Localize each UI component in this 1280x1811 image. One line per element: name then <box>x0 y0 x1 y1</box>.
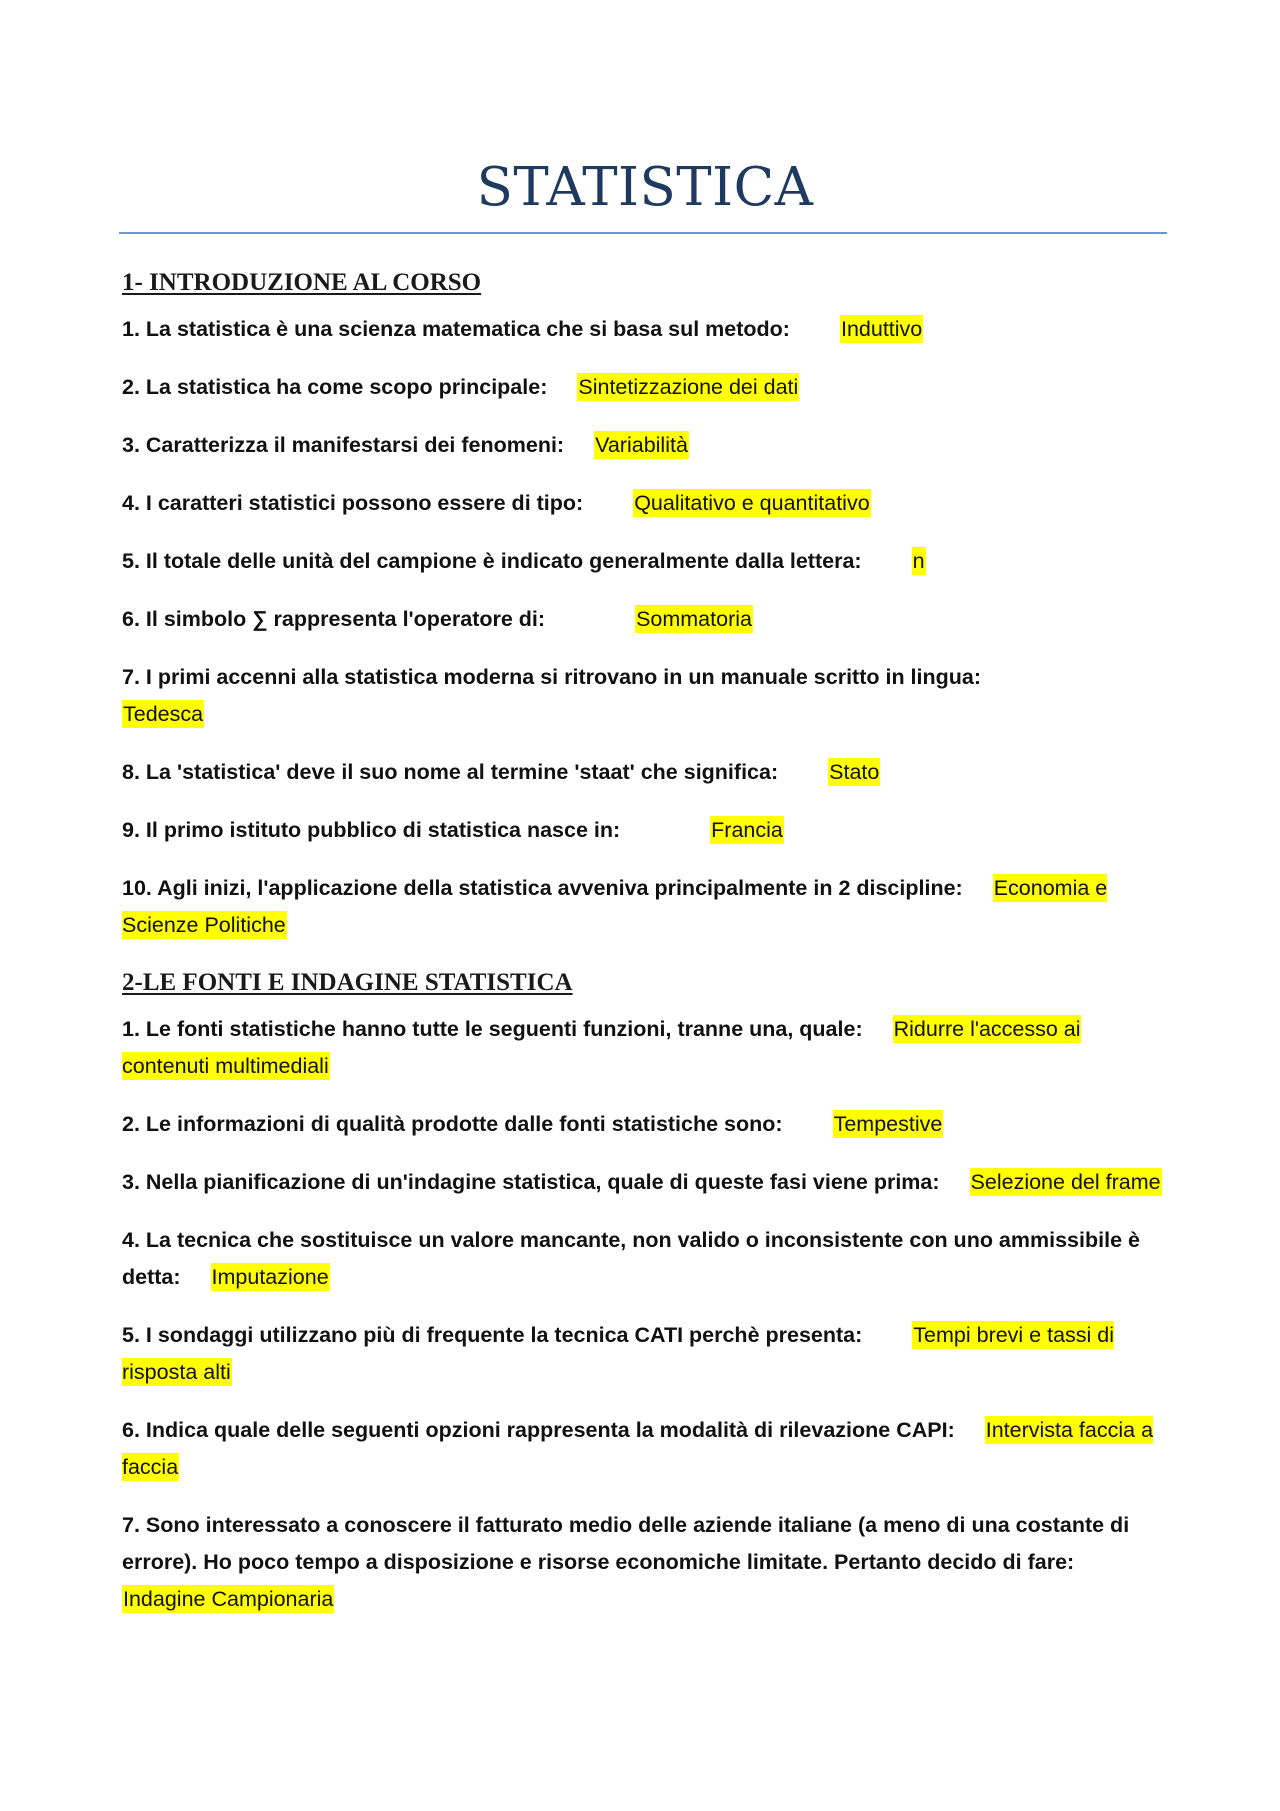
question-text: 3. Caratterizza il manifestarsi dei fenomeni: <box>122 433 565 457</box>
answer-highlight: Tempestive <box>833 1112 943 1136</box>
answer-highlight: Sintetizzazione dei dati <box>578 375 799 399</box>
question-text: 9. Il primo istituto pubblico di statistica nasce in: <box>122 818 621 842</box>
answer-highlight: Indagine Campionaria <box>123 1587 334 1611</box>
qa-item <box>122 1317 1168 1391</box>
qa-item <box>122 311 1168 348</box>
answer-highlight: Tedesca <box>123 702 204 726</box>
qa-item <box>122 812 1168 849</box>
qa-item <box>122 485 1168 522</box>
title-divider <box>119 232 1167 234</box>
qa-item <box>122 1222 1168 1296</box>
qa-item <box>122 369 1168 406</box>
question-text: 5. I sondaggi utilizzano più di frequente la tecnica CATI perchè presenta: <box>122 1323 863 1347</box>
document-page <box>122 0 1168 1618</box>
question-text: 5. Il totale delle unità del campione è indicato generalmente dalla lettera: <box>122 549 862 573</box>
question-text: 7. Sono interessato a conoscere il fatturato medio delle aziende italiane (a meno di una costante di errore). Ho poco tempo a disposizione e risorse economiche limitate. Pertanto decido di fare: <box>122 1513 1130 1574</box>
question-text: 1. Le fonti statistiche hanno tutte le seguenti funzioni, tranne una, quale: <box>122 1017 863 1041</box>
answer-highlight: Ridurre l'accesso ai contenuti multimediali <box>122 1017 1081 1078</box>
qa-item <box>122 870 1168 944</box>
question-text: 4. La tecnica che sostituisce un valore mancante, non valido o inconsistente con uno ammissibile è detta: <box>122 1228 1140 1289</box>
qa-item <box>122 601 1168 638</box>
qa-item <box>122 1011 1168 1085</box>
answer-highlight: Sommatoria <box>636 607 752 631</box>
question-text: 1. La statistica è una scienza matematica che si basa sul metodo: <box>122 317 790 341</box>
answer-highlight: Economia e Scienze Politiche <box>122 876 1108 937</box>
question-text: 3. Nella pianificazione di un'indagine statistica, quale di queste fasi viene prima: <box>122 1170 940 1194</box>
question-text: 10. Agli inizi, l'applicazione della statistica avveniva principalmente in 2 discipline: <box>122 876 963 900</box>
qa-item <box>122 427 1168 464</box>
answer-highlight: Tempi brevi e tassi di risposta alti <box>122 1323 1115 1384</box>
section-heading-introduzione: 1- INTRODUZIONE AL CORSO <box>122 269 482 296</box>
answer-highlight: n <box>912 549 925 573</box>
question-text: 4. I caratteri statistici possono essere di tipo: <box>122 491 584 515</box>
qa-item <box>122 543 1168 580</box>
question-text: 6. Indica quale delle seguenti opzioni rappresenta la modalità di rilevazione CAPI: <box>122 1418 955 1442</box>
qa-item <box>122 1507 1168 1618</box>
qa-item <box>122 1412 1168 1486</box>
qa-item <box>122 754 1168 791</box>
answer-highlight: Intervista faccia a faccia <box>122 1418 1154 1479</box>
question-text: 8. La 'statistica' deve il suo nome al termine 'staat' che significa: <box>122 760 779 784</box>
answer-highlight: Induttivo <box>840 317 923 341</box>
answer-highlight: Variabilità <box>595 433 688 457</box>
question-text: 6. Il simbolo ∑ rappresenta l'operatore di: <box>122 607 546 631</box>
qa-item <box>122 659 1168 733</box>
document-title: STATISTICA <box>476 157 814 218</box>
question-text: 7. I primi accenni alla statistica moderna si ritrovano in un manuale scritto in lingua: <box>122 665 982 689</box>
answer-highlight: Stato <box>829 760 880 784</box>
section-heading-fonti: 2-LE FONTI E INDAGINE STATISTICA <box>122 969 573 996</box>
qa-item <box>122 1106 1168 1143</box>
answer-highlight: Imputazione <box>211 1265 329 1289</box>
answer-highlight: Francia <box>711 818 783 842</box>
answer-highlight: Qualitativo e quantitativo <box>634 491 870 515</box>
question-text: 2. La statistica ha come scopo principale: <box>122 375 548 399</box>
qa-item <box>122 1164 1168 1201</box>
answer-highlight: Selezione del frame <box>970 1170 1161 1194</box>
question-text: 2. Le informazioni di qualità prodotte dalle fonti statistiche sono: <box>122 1112 783 1136</box>
